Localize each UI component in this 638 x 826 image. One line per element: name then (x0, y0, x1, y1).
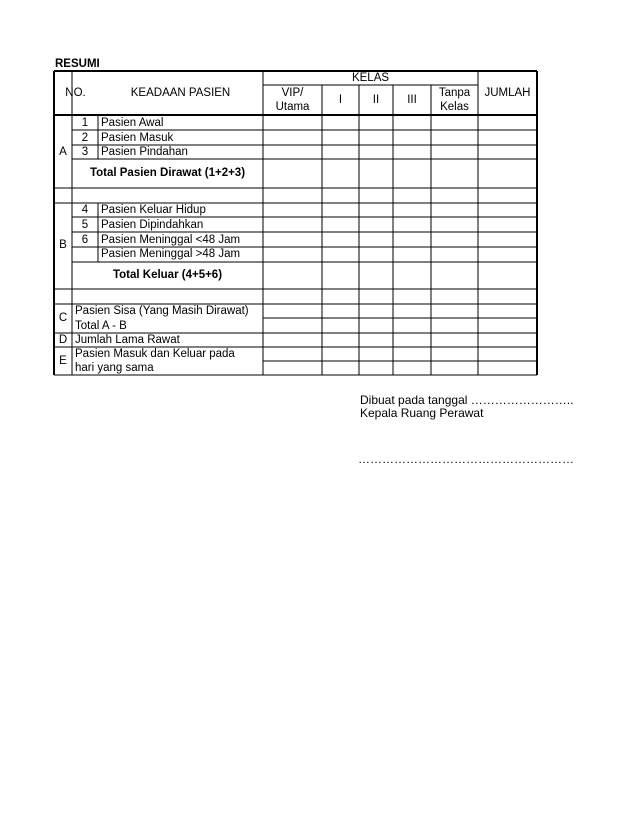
section-c-letter: C (58, 312, 68, 324)
header-kelas-3: III (407, 94, 417, 106)
row-label: Pasien Awal (101, 117, 164, 129)
section-a-total: Total Pasien Dirawat (1+2+3) (89, 167, 246, 179)
header-tanpa-line2: Kelas (440, 101, 469, 113)
section-c-line1: Pasien Sisa (Yang Masih Dirawat) (75, 305, 249, 317)
header-kelas-1: I (338, 94, 343, 106)
row-number: 1 (81, 117, 89, 129)
header-jumlah: JUMLAH (484, 87, 531, 99)
section-d-letter: D (58, 334, 68, 346)
signature-line: ……………………………………………… (358, 452, 574, 466)
section-e-line1: Pasien Masuk dan Keluar pada (75, 348, 235, 360)
section-a-letter: A (59, 146, 67, 158)
row-label: Pasien Keluar Hidup (101, 204, 206, 216)
header-kelas: KELAS (351, 72, 390, 84)
row-number: 4 (81, 204, 89, 216)
section-d-label: Jumlah Lama Rawat (75, 334, 180, 346)
row-label: Pasien Pindahan (101, 146, 188, 158)
header-vip-line2: Utama (275, 101, 310, 113)
row-number: 6 (81, 234, 89, 246)
row-label: Pasien Masuk (101, 132, 174, 144)
document-title: RESUMI (55, 58, 100, 70)
header-kelas-2: II (372, 94, 380, 106)
row-number: 5 (81, 219, 89, 231)
section-b-letter: B (59, 239, 67, 251)
row-label: Pasien Meninggal >48 Jam (101, 248, 241, 260)
row-label: Pasien Meninggal <48 Jam (101, 234, 241, 246)
header-tanpa-line1: Tanpa (438, 87, 471, 99)
signature-role: Kepala Ruang Perawat (360, 406, 484, 420)
section-e-line2: hari yang sama (75, 362, 154, 374)
header-vip-line1: VIP/ (281, 87, 304, 99)
signature-date-label: Dibuat pada tanggal …………………….. (360, 393, 574, 407)
header-no: NO. (65, 87, 86, 99)
row-number: 3 (81, 146, 89, 158)
section-e-letter: E (59, 355, 67, 367)
section-b-total: Total Keluar (4+5+6) (112, 269, 223, 281)
row-label: Pasien Dipindahkan (101, 219, 204, 231)
header-keadaan-pasien: KEADAAN PASIEN (130, 87, 231, 99)
row-number: 2 (81, 132, 89, 144)
section-c-line2: Total A - B (75, 320, 127, 332)
